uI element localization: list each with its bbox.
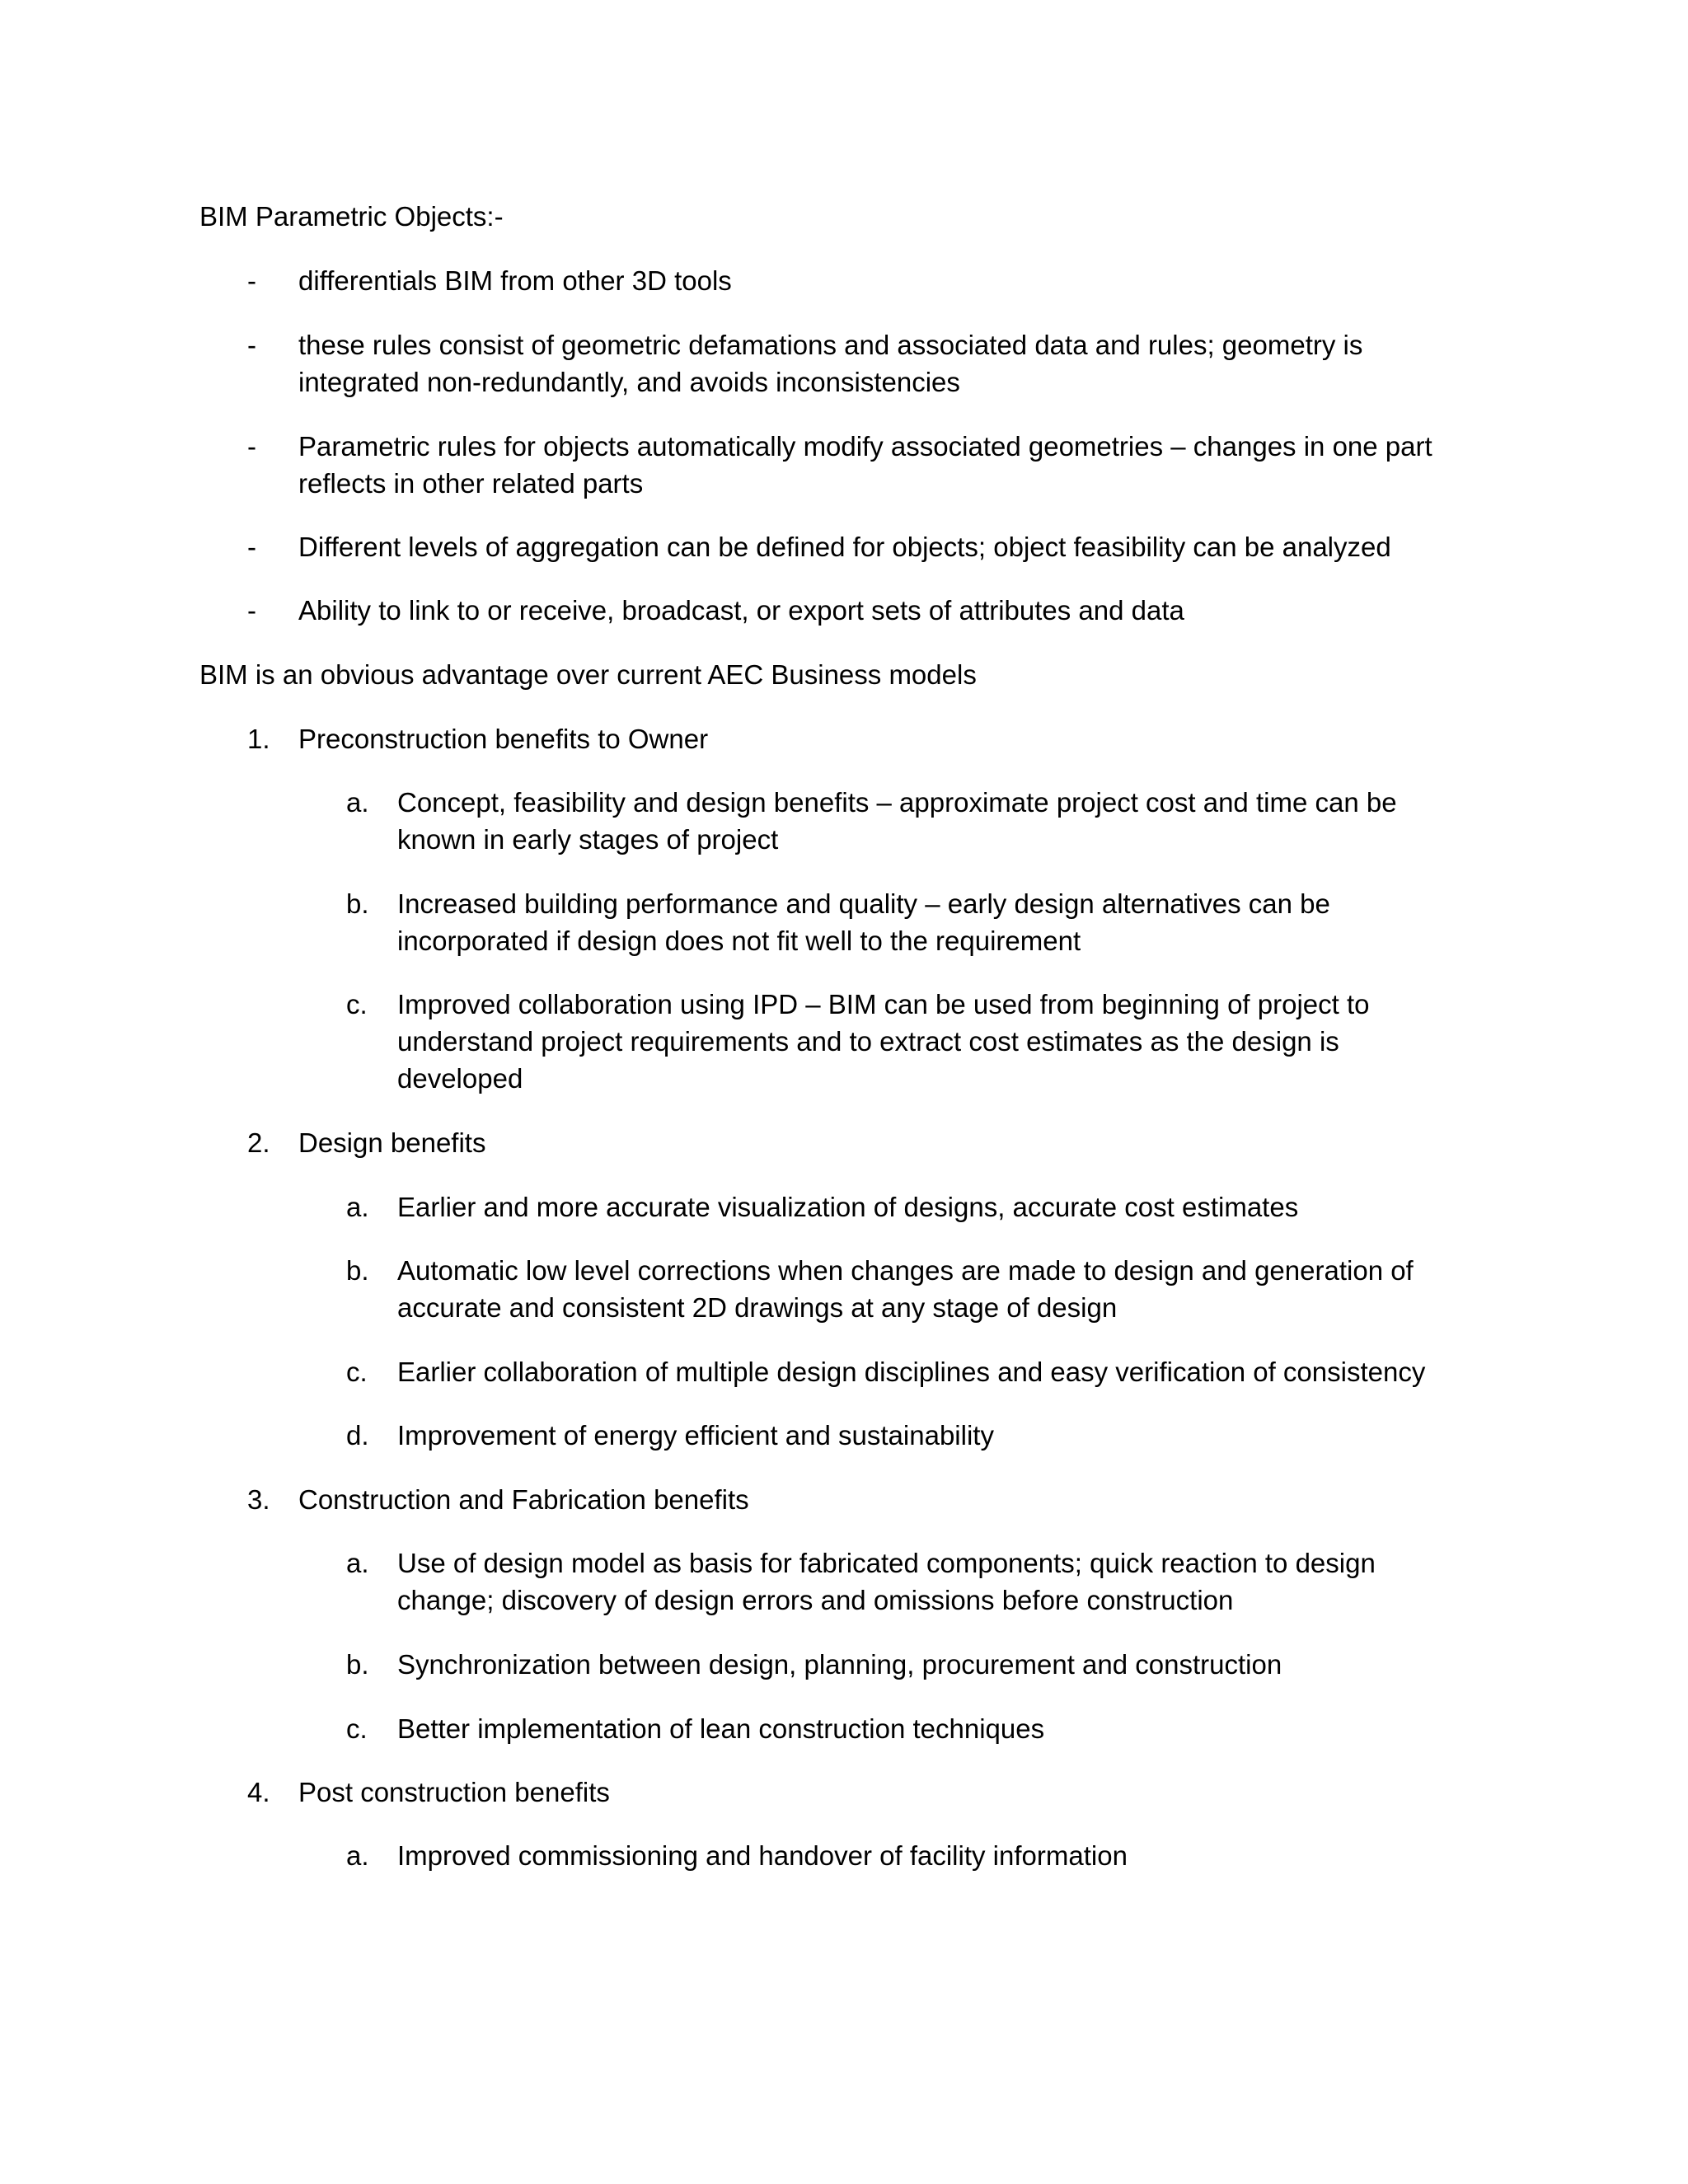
objects-heading: BIM Parametric Objects:-: [199, 201, 504, 232]
sub-item-text: Earlier collaboration of multiple design disciplines and easy verification of consistency: [397, 1357, 1426, 1387]
bullet-marker: -: [247, 532, 256, 562]
section-number: 2.: [247, 1127, 270, 1158]
bullet-text: these rules consist of geometric defamations and associated data and rules; geometry is integrated non-redundantly, and avoids inconsistencies: [298, 330, 1363, 397]
bullet-marker: -: [247, 595, 256, 626]
sub-item-text: Increased building performance and quality – early design alternatives can be incorporated if design does not fit well to the requirement: [397, 888, 1330, 956]
sub-item-text: Earlier and more accurate visualization of designs, accurate cost estimates: [397, 1192, 1299, 1222]
bullet-text: differentials BIM from other 3D tools: [298, 265, 732, 296]
bullet-text: Parametric rules for objects automatically modify associated geometries – changes in one part reflects in other related parts: [298, 431, 1432, 499]
sub-item-text: Improved collaboration using IPD – BIM can be used from beginning of project to understand project requirements and to extract cost estimates as the design is developed: [397, 989, 1370, 1094]
sub-item-text: Automatic low level corrections when changes are made to design and generation of accurate and consistent 2D drawings at any stage of design: [397, 1255, 1414, 1323]
sub-item-text: Improved commissioning and handover of facility information: [397, 1840, 1128, 1871]
bullet-text: Ability to link to or receive, broadcast, or export sets of attributes and data: [298, 595, 1184, 626]
sub-item-letter: b.: [346, 1255, 369, 1286]
section-title-text: Design benefits: [298, 1127, 486, 1158]
sub-item-letter: a.: [346, 1548, 369, 1578]
sub-item-letter: d.: [346, 1420, 369, 1451]
sub-item-text: Improvement of energy efficient and sustainability: [397, 1420, 994, 1451]
sub-item-text: Better implementation of lean construction techniques: [397, 1713, 1045, 1744]
section-number: 3.: [247, 1484, 270, 1515]
section-title-text: Preconstruction benefits to Owner: [298, 724, 709, 754]
section-title-text: Construction and Fabrication benefits: [298, 1484, 749, 1515]
bullet-marker: -: [247, 330, 256, 360]
section-number: 1.: [247, 724, 270, 754]
section-title-text: Post construction benefits: [298, 1777, 610, 1807]
sub-item-letter: c.: [346, 1357, 368, 1387]
bullet-marker: -: [247, 265, 256, 296]
bullet-text: Different levels of aggregation can be defined for objects; object feasibility can be analyzed: [298, 532, 1391, 562]
sub-item-letter: c.: [346, 989, 368, 1019]
sub-item-text: Concept, feasibility and design benefits – approximate project cost and time can be known in early stages of project: [397, 787, 1397, 855]
advantage-heading: BIM is an obvious advantage over current AEC Business models: [199, 659, 977, 690]
sub-item-text: Synchronization between design, planning, procurement and construction: [397, 1649, 1282, 1680]
sub-item-letter: a.: [346, 1192, 369, 1222]
sub-item-text: Use of design model as basis for fabricated components; quick reaction to design change; discovery of design errors and omissions before construction: [397, 1548, 1376, 1615]
bullet-marker: -: [247, 431, 256, 462]
section-number: 4.: [247, 1777, 270, 1807]
sub-item-letter: b.: [346, 888, 369, 919]
sub-item-letter: a.: [346, 787, 369, 818]
sub-item-letter: b.: [346, 1649, 369, 1680]
sub-item-letter: c.: [346, 1713, 368, 1744]
sub-item-letter: a.: [346, 1840, 369, 1871]
